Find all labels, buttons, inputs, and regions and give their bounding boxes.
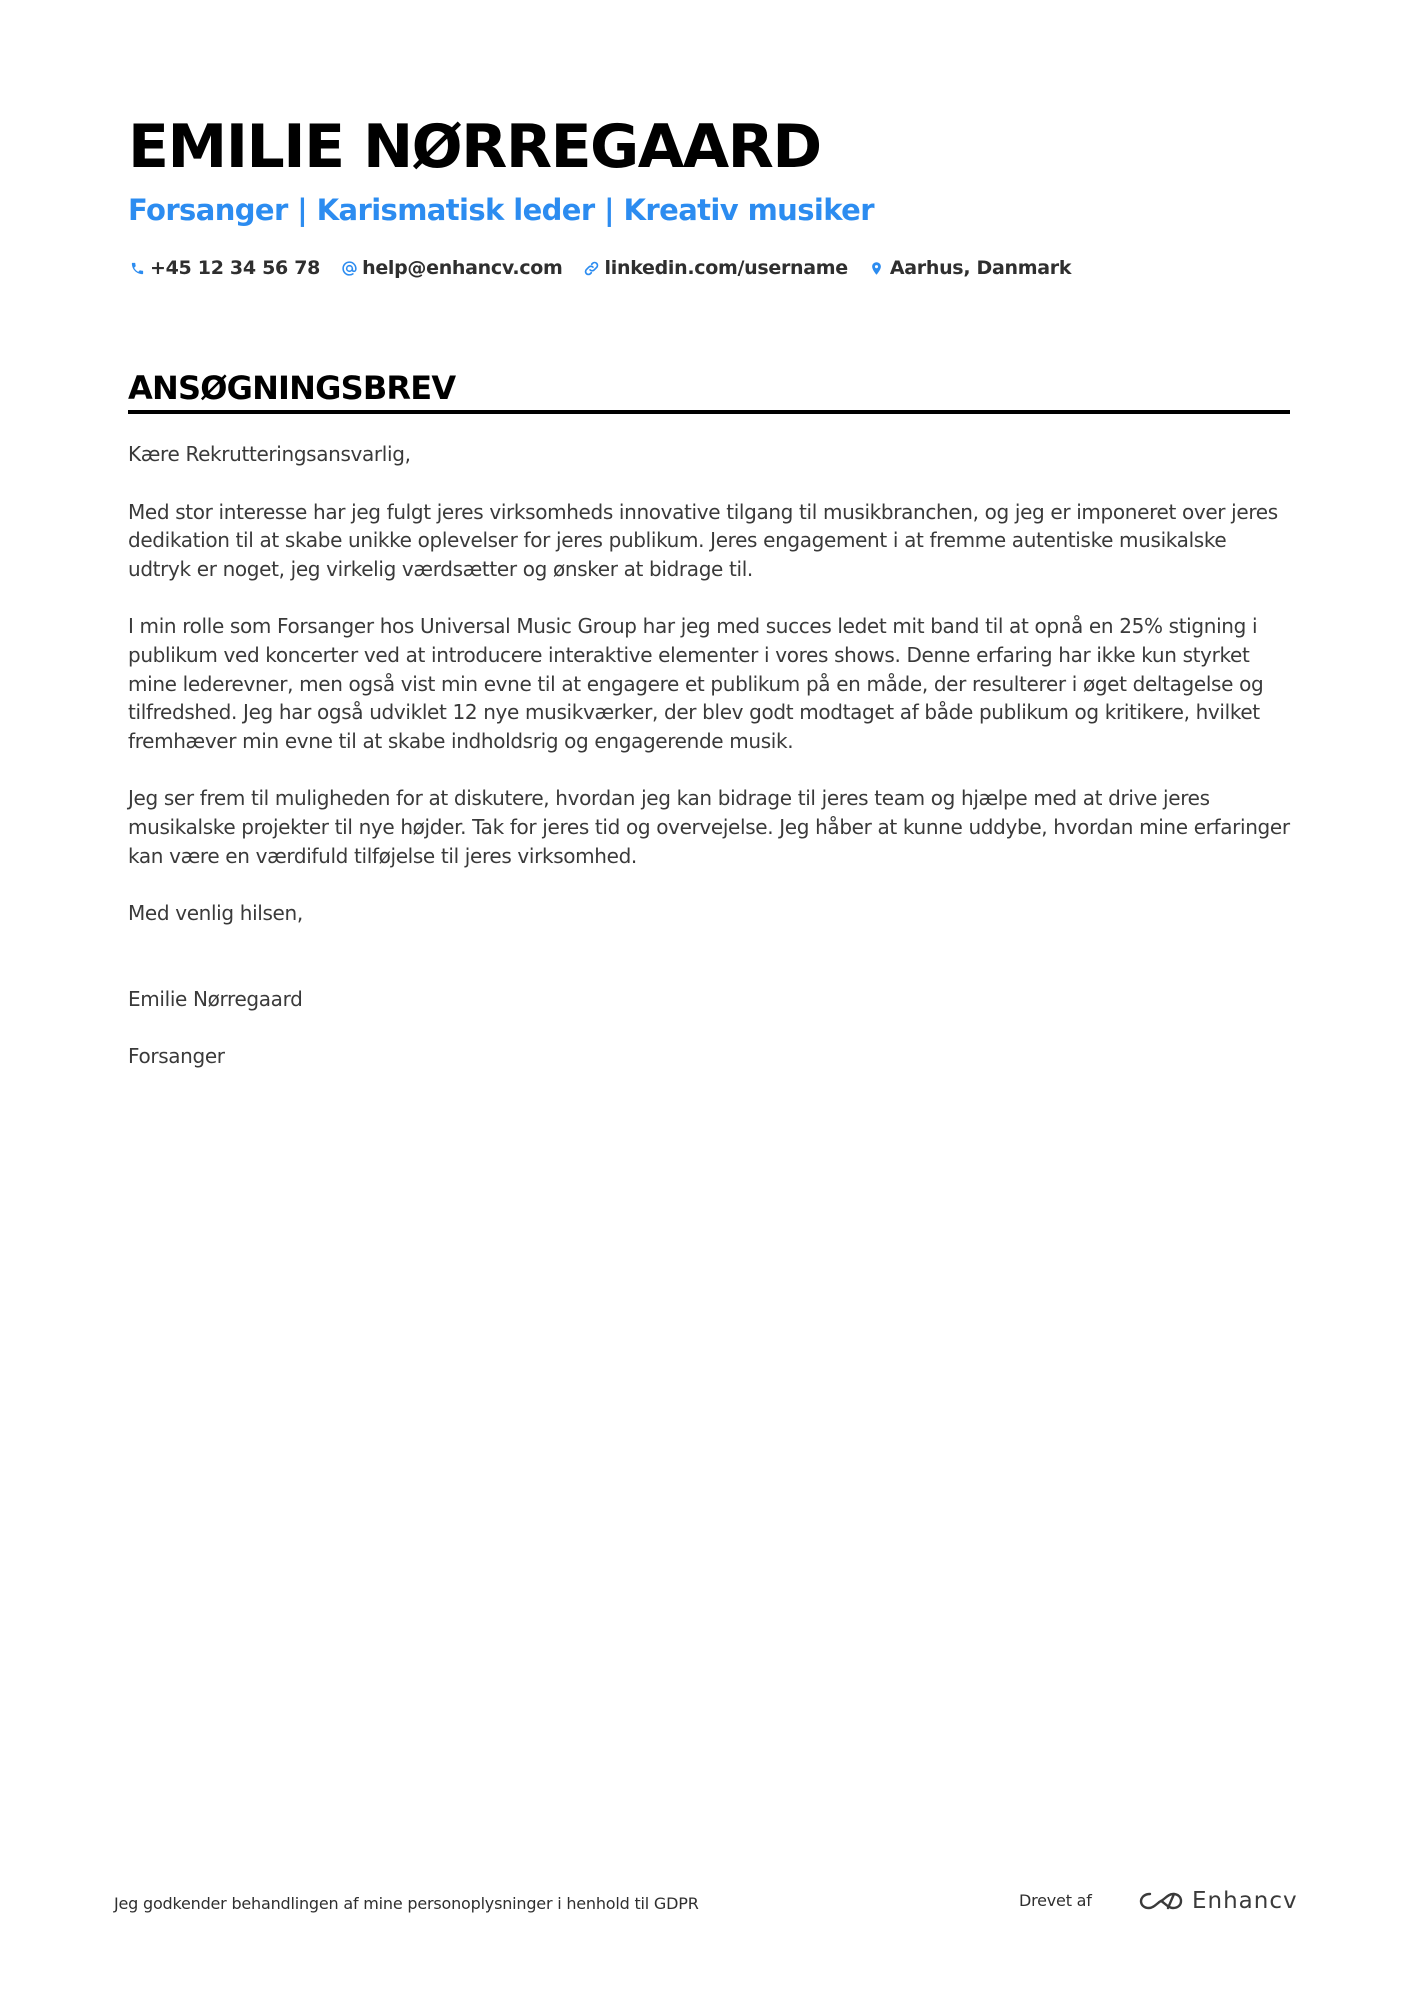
letter-paragraph: I min rolle som Forsanger hos Universal Music Group har jeg med succes ledet mit band til at opnå en 25% stigning i publikum ved koncerter ved at introducere interaktive elementer i vores shows. Denne erfaring har ikke kun styrket mine lederevner, men også vist min evne til at engagere et publikum på en måde, der resulterer i øget deltagelse og tilfredshed. Jeg har også udviklet 12 nye musikværker, der blev godt modtaget af både publikum og kritikere, hvilket fremhæver min evne til at skabe indholdsrig og engagerende musik. bbox=[128, 614, 1264, 754]
gdpr-consent-text: Jeg godkender behandlingen af mine personoplysninger i henhold til GDPR bbox=[114, 1894, 699, 1913]
at-icon bbox=[340, 259, 358, 277]
contact-location bbox=[868, 257, 1071, 279]
letter-closing: Med venlig hilsen, bbox=[128, 900, 303, 925]
link-icon bbox=[583, 259, 601, 277]
contact-email bbox=[340, 257, 562, 279]
section-divider bbox=[128, 410, 1290, 414]
letter-body bbox=[128, 440, 1290, 1071]
location-pin-icon bbox=[868, 259, 886, 277]
phone-number[interactable]: +45 12 34 56 78 bbox=[150, 257, 321, 279]
location-text: Aarhus, Danmark bbox=[889, 257, 1072, 279]
contact-info-row bbox=[128, 254, 1091, 282]
letter-paragraph: Jeg ser frem til muligheden for at diskutere, hvordan jeg kan bidrage til jeres team og hjælpe med at drive jeres musikalske projekter til nye højder. Tak for jeres tid og overvejelse. Jeg håber at kunne uddybe, hvordan mine erfaringer kan være en værdifuld tilføjelse til jeres virksomhed. bbox=[128, 786, 1290, 868]
enhancv-logo[interactable] bbox=[1138, 1886, 1298, 1916]
signature-title: Forsanger bbox=[128, 1043, 225, 1068]
signature-name: Emilie Nørregaard bbox=[128, 986, 303, 1011]
contact-phone bbox=[128, 257, 320, 279]
linkedin-url[interactable]: linkedin.com/username bbox=[604, 257, 848, 279]
powered-by-label: Drevet af bbox=[1019, 1891, 1092, 1910]
letter-greeting: Kære Rekrutteringsansvarlig, bbox=[128, 442, 411, 466]
applicant-name: EMILIE NØRREGAARD bbox=[128, 112, 821, 182]
section-title: ANSØGNINGSBREV bbox=[128, 369, 456, 407]
applicant-headline: Forsanger | Karismatisk leder | Kreativ musiker bbox=[128, 193, 874, 227]
email-address[interactable]: help@enhancv.com bbox=[362, 257, 563, 279]
enhancv-logo-text: Enhancv bbox=[1192, 1888, 1298, 1914]
letter-paragraph: Med stor interesse har jeg fulgt jeres virksomheds innovative tilgang til musikbranchen, og jeg er imponeret over jeres dedikation til at skabe unikke oplevelser for jeres publikum. Jeres engagement i at fremme autentiske musikalske udtryk er noget, jeg virkelig værdsætter og ønsker at bidrage til. bbox=[128, 499, 1278, 582]
enhancv-logo-icon bbox=[1138, 1889, 1184, 1913]
contact-linkedin bbox=[583, 257, 848, 279]
phone-icon bbox=[128, 259, 146, 277]
